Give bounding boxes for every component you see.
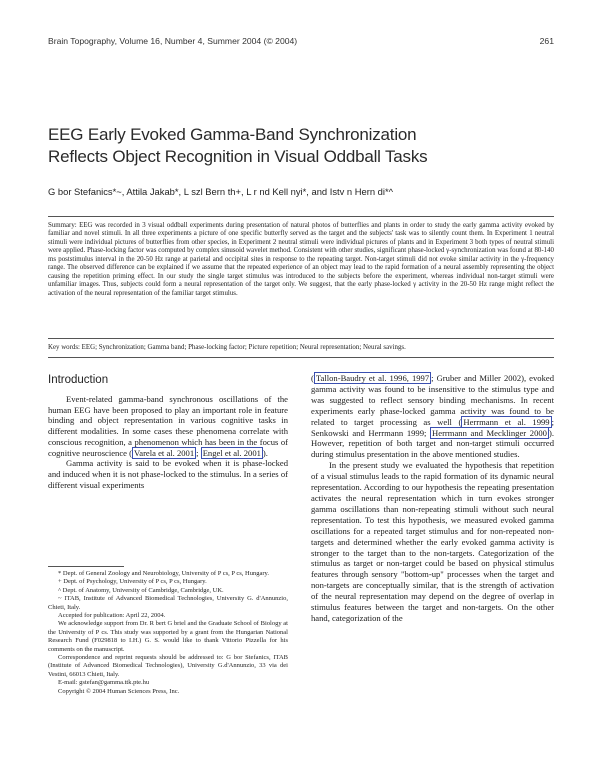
footnote: Accepted for publication: April 22, 2004. [58, 612, 166, 620]
footnote: + Dept. of Psychology, University of P cs, P cs, Hungary. [58, 578, 207, 586]
summary-top-rule [48, 216, 554, 217]
title-line-1: EEG Early Evoked Gamma-Band Synchronization [48, 125, 417, 144]
running-head [48, 36, 554, 46]
intro-paragraph-1: Event-related gamma-band synchronous oscillations of the human EEG have been proposed to play an important role in feature binding and object representation in various cognitive tasks in different modalities. In some cases these phenomena correlate with conscious recognition, a phenomenon which has been in the focus of cognitive neuroscience ( Varela et al. 2001 ; Engel et al. 2001 ). [48, 394, 288, 458]
article-title [48, 124, 548, 168]
footnote: ~ ITAB, Institute of Advanced Biomedical Technologies, University G. d'Annunzio, Chieti, Italy. [48, 595, 288, 611]
footnote-rule [48, 566, 124, 567]
footnote: E-mail: gstefan@gamma.ttk.pte.hu [58, 679, 150, 687]
journal-citation: Brain Topography, Volume 16, Number 4, Summer 2004 (© 2004) [48, 36, 298, 46]
citation-link[interactable]: Varela et al. 2001 [134, 447, 195, 458]
footnote: Copyright © 2004 Human Sciences Press, Inc. [58, 687, 180, 695]
intro-paragraph-2: Gamma activity is said to be evoked when it is phase-locked and induced when it is not phase-locked to the stimulus. In a series of different visual experiments [48, 458, 288, 490]
keywords-bottom-rule [48, 357, 554, 358]
summary-bottom-rule [48, 338, 554, 339]
footnotes [48, 570, 288, 696]
right-column [311, 373, 554, 624]
title-line-2: Reflects Object Recognition in Visual Oddball Tasks [48, 147, 428, 166]
footnote: Correspondence and reprint requests should be addressed to: G bor Stefanics, ITAB (Institute of Advanced Biomedical Technologies), University G.d'Annunzio, 33 via dei Vestini, 66013 Chieti, Italy. [48, 654, 288, 678]
section-heading-introduction: Introduction [48, 374, 109, 386]
page-number: 261 [539, 36, 554, 46]
left-column [48, 394, 288, 490]
author-list: G bor Stefanics*~, Attila Jakab*, L szl Bern th+, L r nd Kell nyi*, and Istv n Hern di*^ [48, 186, 394, 197]
right-paragraph-1: ( Tallon-Baudry et al. 1996, 1997 ; Gruber and Miller 2002), evoked gamma activity was found to be insensitive to the stimulus type and was suggested to reflect sensory binding mechanisms. In recent experiments early phase-locked gamma activity was found to be related to target processing as well ( Herrmann et al. 1999 ; Senkowski and Herrmann 1999; Herrmann and Mecklinger 2000 ). However, repetition of both target and non-target stimuli occurred during stimulus presentation in the above mentioned studies. [311, 373, 554, 460]
citation-link[interactable]: Tallon-Baudry et al. 1996, 1997 [315, 373, 430, 383]
right-paragraph-2: In the present study we evaluated the hypothesis that repetition of a visual stimulus leads to the rapid formation of its dynamic neural representation. According to our hypothesis the repeating presentation activates the neural representation which in turn evokes stronger gamma oscillations than non-repeating stimuli without such neural representation. To test this hypothesis, we measured evoked gamma oscillations for a repeated target stimulus and for non-repeated non-targets and determined whether the early evoked gamma activity is stronger to the target than to the non-targets. Categorization of the stimulus as target or non-target could be based on physical stimulus features through sensory "bottom-up" processes when the target and non-targets are conceptually similar, that is the strength of activation of the neural representation may depend on the degree of overlap in stimulus features between the target and non-targets. On the other hand, categorization of the [311, 460, 554, 623]
citation-link[interactable]: Herrmann et al. 1999 [463, 416, 550, 427]
keywords: Key words: EEG; Synchronization; Gamma band; Phase-locking factor; Picture repetition; Neural representation; Neural savings. [48, 344, 406, 351]
footnote: ^ Dept. of Anatomy, University of Cambridge, Cambridge, UK. [58, 586, 224, 594]
citation-link[interactable]: Engel et al. 2001 [202, 447, 261, 458]
footnote: * Dept. of General Zoology and Neurobiology, University of P cs, P cs, Hungary. [58, 570, 269, 577]
summary: Summary: EEG was recorded in 3 visual oddball experiments during presentation of natural photos of butterflies and plants in order to study the early gamma activity evoked by familiar and novel stimuli. In all three experiments a picture of one specific butterfly served as the target and the subjects' task was to silently count them. In Experiment 1 neutral stimuli were individual pictures of butterflies from other species, in Experiment 2 neutral stimuli were individual pictures of plants and in Experiment 3 both types of neutral stimuli were applied. Phase-locking factor was computed by complex sinusoid wavelet method. Consistent with other studies, significant phase-locked γ-synchronization was found at 80-140 ms poststimulus interval in the 20-50 Hz range at parietal and occipital sites in response to the repeating target. Non-target stimuli did not evoke similar activity in the γ-frequency range. The observed difference can be explained if we assume that the repeated experience of an object may lead to the rapid formation of a neural assembly representing the object causing the repetition priming effect. In our study the single target stimulus was introduced to the subjects before the experiment, whereas individual non-target stimuli were unfamiliar images. Thus, subjects could form a neural representation of the target only. We suggest, that the early phase-locked γ activity in the 20-50 Hz range might reflect the activation of the neural representation of the familiar target stimulus. [48, 222, 554, 297]
footnote: We acknowledge support from Dr. R bert G briel and the Graduate School of Biology at the University of P cs. This study was supported by a grant from the Hungarian National Research Fund (F029818 to I.H.) G. S. would like to thank Vittorio Pizzella for his comments on the manuscript. [48, 620, 288, 653]
citation-link[interactable]: Herrmann and Mecklinger 2000 [432, 427, 547, 438]
